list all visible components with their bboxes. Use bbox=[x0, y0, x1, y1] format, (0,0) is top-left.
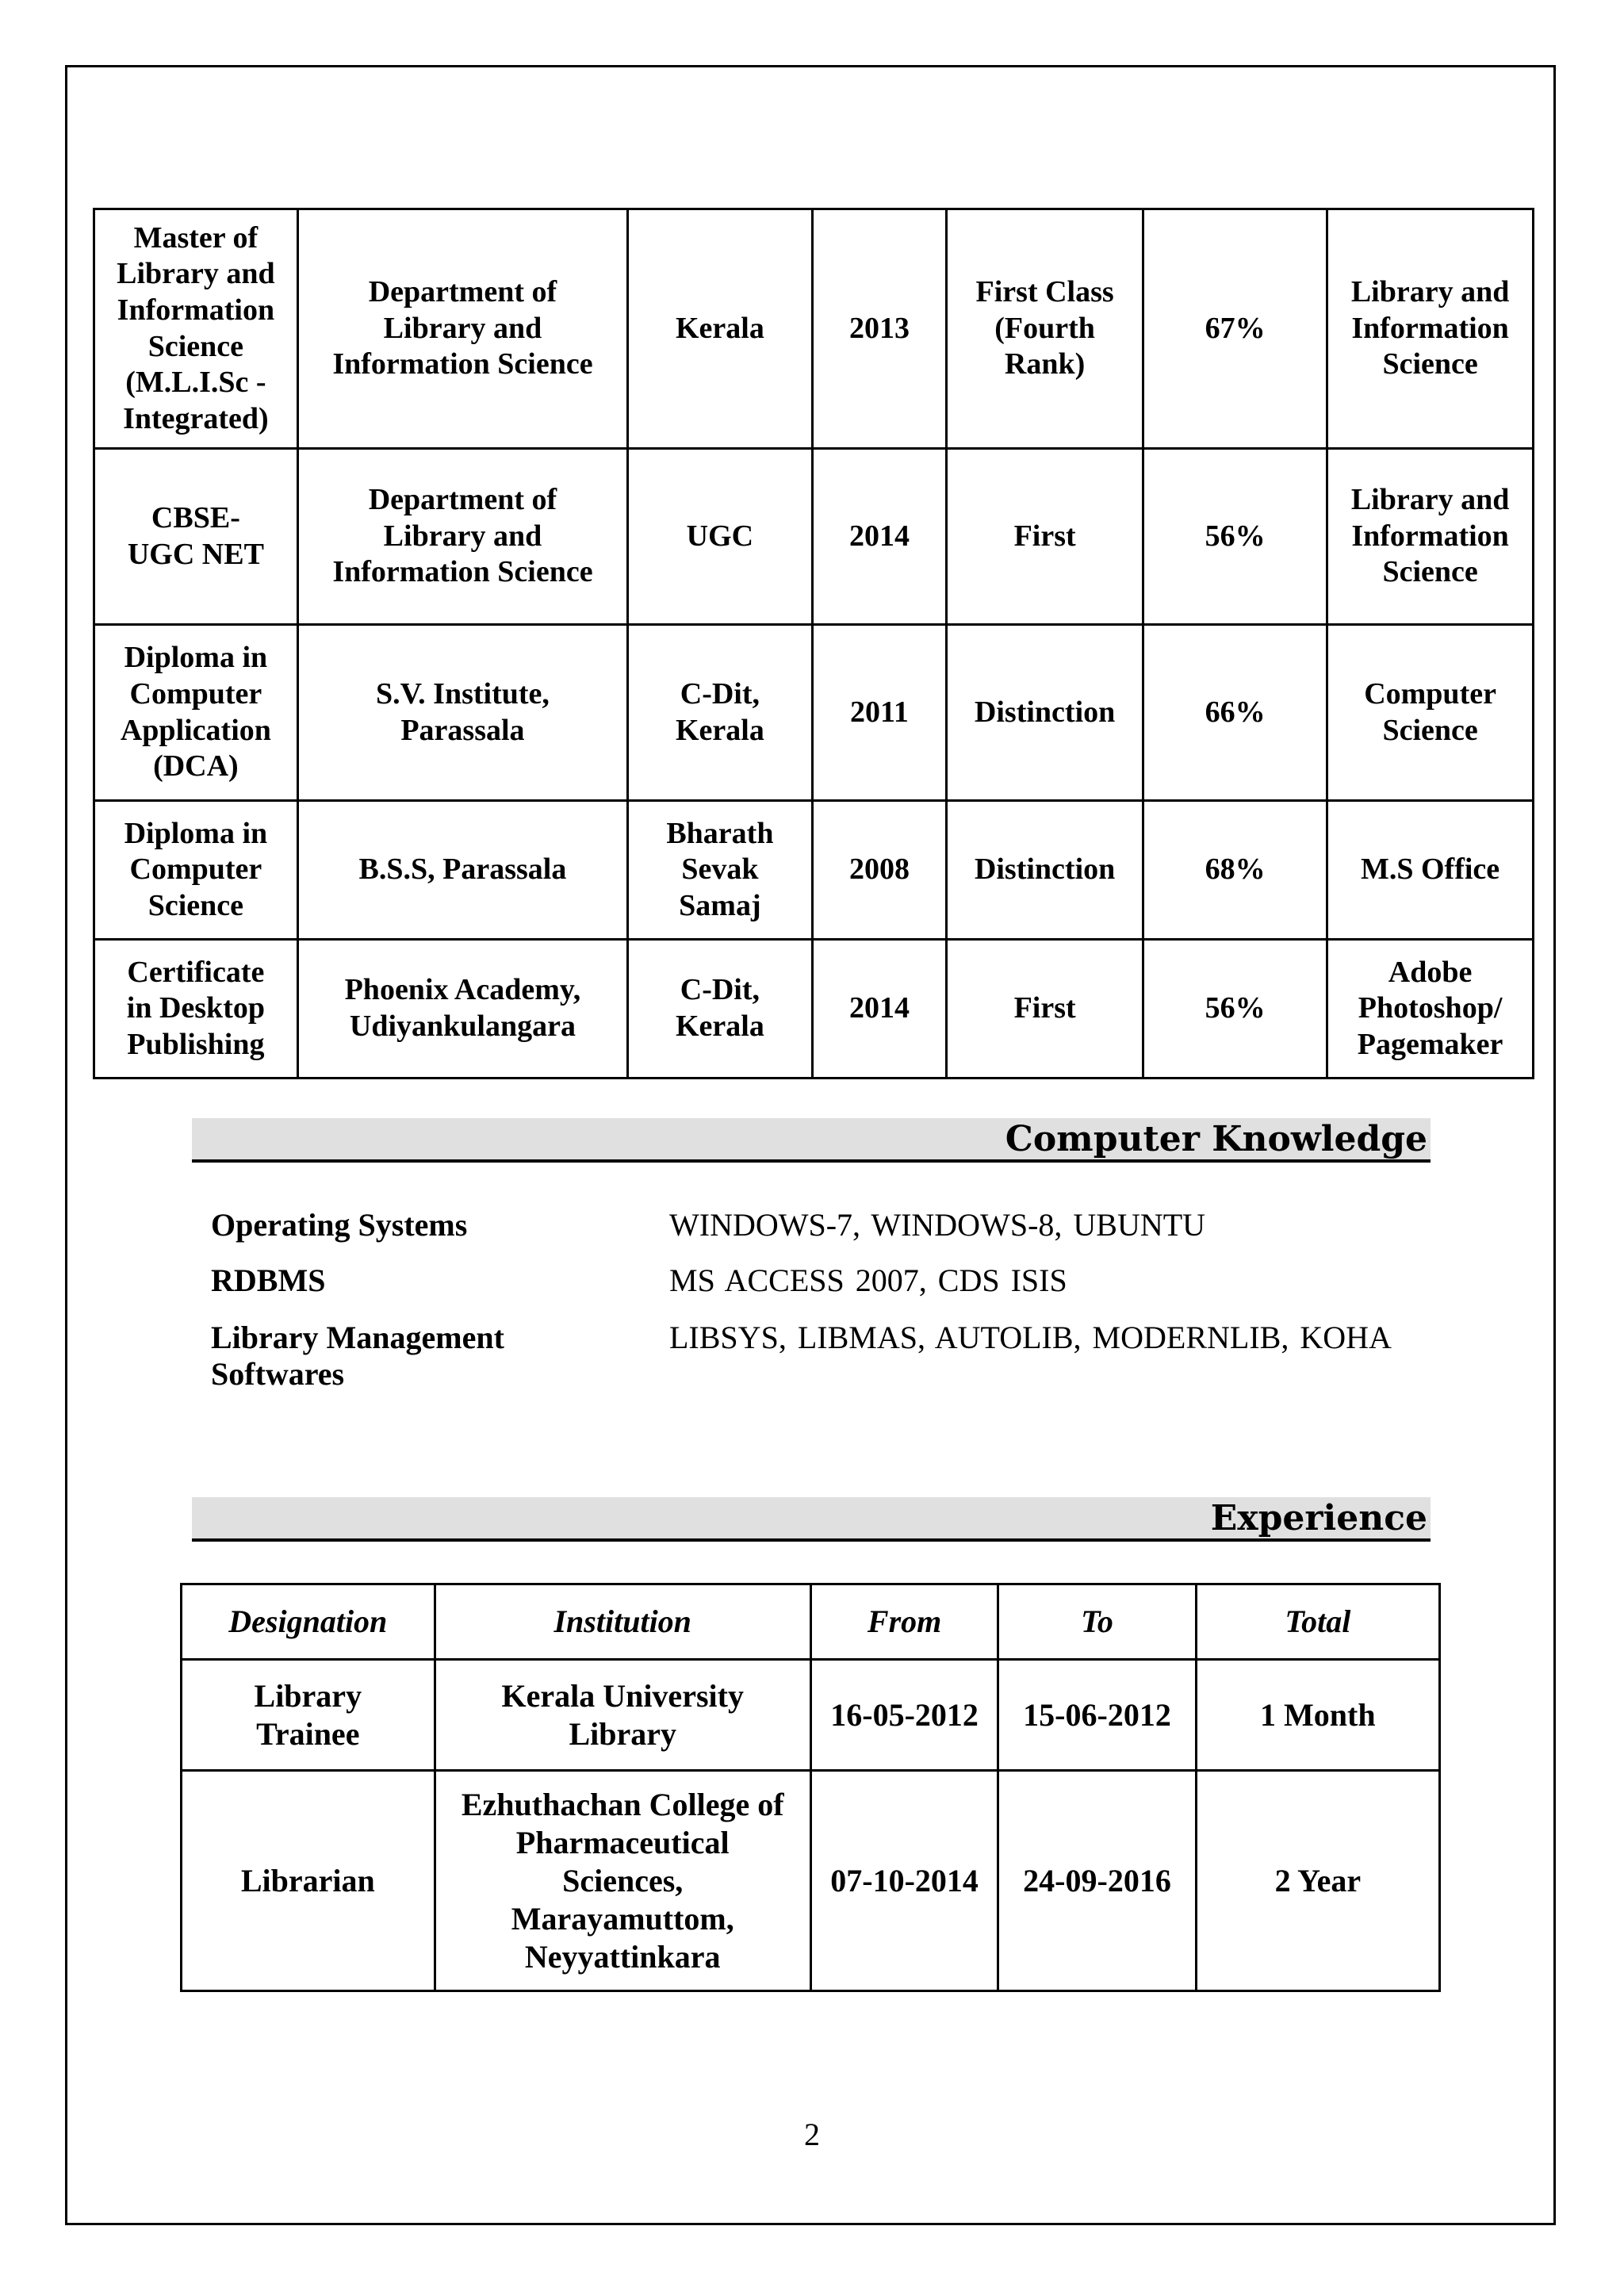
table-cell: 24-09-2016 bbox=[998, 1771, 1196, 1991]
table-cell: Kerala bbox=[628, 209, 813, 449]
table-cell: Diploma in Computer Science bbox=[94, 801, 298, 940]
column-header: Institution bbox=[435, 1584, 810, 1660]
table-cell: 67% bbox=[1143, 209, 1327, 449]
table-cell: 2014 bbox=[812, 449, 947, 625]
table-cell: 2008 bbox=[812, 801, 947, 940]
table-cell: 56% bbox=[1143, 940, 1327, 1079]
table-cell: 1 Month bbox=[1196, 1660, 1439, 1771]
table-cell: C-Dit, Kerala bbox=[628, 625, 813, 801]
table-cell: First bbox=[947, 449, 1143, 625]
table-cell: Ezhuthachan College of Pharmaceutical Sciences, Marayamuttom, Neyyattinkara bbox=[435, 1771, 810, 1991]
table-cell: 15-06-2012 bbox=[998, 1660, 1196, 1771]
experience-heading: Experience bbox=[192, 1497, 1431, 1542]
table-cell: Certificate in Desktop Publishing bbox=[94, 940, 298, 1079]
table-cell: Library and Information Science bbox=[1327, 209, 1534, 449]
table-row bbox=[94, 449, 1534, 625]
table-cell: Distinction bbox=[947, 801, 1143, 940]
item-value: MS ACCESS 2007, CDS ISIS bbox=[669, 1262, 1067, 1298]
table-cell: Department of Library and Information Science bbox=[297, 209, 627, 449]
table-cell: Library Trainee bbox=[182, 1660, 435, 1771]
column-header: Total bbox=[1196, 1584, 1439, 1660]
table-cell: Computer Science bbox=[1327, 625, 1534, 801]
item-value: LIBSYS, LIBMAS, AUTOLIB, MODERNLIB, KOHA bbox=[669, 1320, 1392, 1355]
table-header-row bbox=[182, 1584, 1440, 1660]
table-cell: 16-05-2012 bbox=[810, 1660, 998, 1771]
table-cell: 2011 bbox=[812, 625, 947, 801]
column-header: From bbox=[810, 1584, 998, 1660]
table-cell: First Class (Fourth Rank) bbox=[947, 209, 1143, 449]
table-cell: Diploma in Computer Application (DCA) bbox=[94, 625, 298, 801]
table-cell: 66% bbox=[1143, 625, 1327, 801]
table-cell: Department of Library and Information Science bbox=[297, 449, 627, 625]
education-table bbox=[93, 208, 1534, 1079]
computer-knowledge-heading: Computer Knowledge bbox=[192, 1118, 1431, 1163]
table-cell: Kerala University Library bbox=[435, 1660, 810, 1771]
table-row bbox=[94, 940, 1534, 1079]
table-cell: Adobe Photoshop/ Pagemaker bbox=[1327, 940, 1534, 1079]
table-cell: Bharath Sevak Samaj bbox=[628, 801, 813, 940]
table-cell: Librarian bbox=[182, 1771, 435, 1991]
column-header: Designation bbox=[182, 1584, 435, 1660]
item-value: WINDOWS-7, WINDOWS-8, UBUNTU bbox=[669, 1207, 1206, 1243]
table-cell: CBSE- UGC NET bbox=[94, 449, 298, 625]
item-label: Library Management Softwares bbox=[211, 1320, 504, 1392]
table-row bbox=[182, 1660, 1440, 1771]
table-cell: C-Dit, Kerala bbox=[628, 940, 813, 1079]
table-cell: 2013 bbox=[812, 209, 947, 449]
table-cell: 56% bbox=[1143, 449, 1327, 625]
table-cell: First bbox=[947, 940, 1143, 1079]
table-cell: B.S.S, Parassala bbox=[297, 801, 627, 940]
item-label: RDBMS bbox=[211, 1262, 326, 1298]
experience-table bbox=[180, 1583, 1441, 1992]
table-row bbox=[94, 209, 1534, 449]
table-cell: Library and Information Science bbox=[1327, 449, 1534, 625]
table-cell: Phoenix Academy, Udiyankulangara bbox=[297, 940, 627, 1079]
table-cell: S.V. Institute, Parassala bbox=[297, 625, 627, 801]
item-label: Operating Systems bbox=[211, 1207, 468, 1243]
table-cell: Distinction bbox=[947, 625, 1143, 801]
table-cell: M.S Office bbox=[1327, 801, 1534, 940]
table-cell: 68% bbox=[1143, 801, 1327, 940]
table-cell: 07-10-2014 bbox=[810, 1771, 998, 1991]
table-row bbox=[182, 1771, 1440, 1991]
table-cell: Master of Library and Information Science (M.L.I.Sc - Integrated) bbox=[94, 209, 298, 449]
page-number: 2 bbox=[804, 2117, 820, 2152]
table-row bbox=[94, 625, 1534, 801]
table-cell: 2014 bbox=[812, 940, 947, 1079]
table-cell: 2 Year bbox=[1196, 1771, 1439, 1991]
table-cell: UGC bbox=[628, 449, 813, 625]
table-row bbox=[94, 801, 1534, 940]
column-header: To bbox=[998, 1584, 1196, 1660]
